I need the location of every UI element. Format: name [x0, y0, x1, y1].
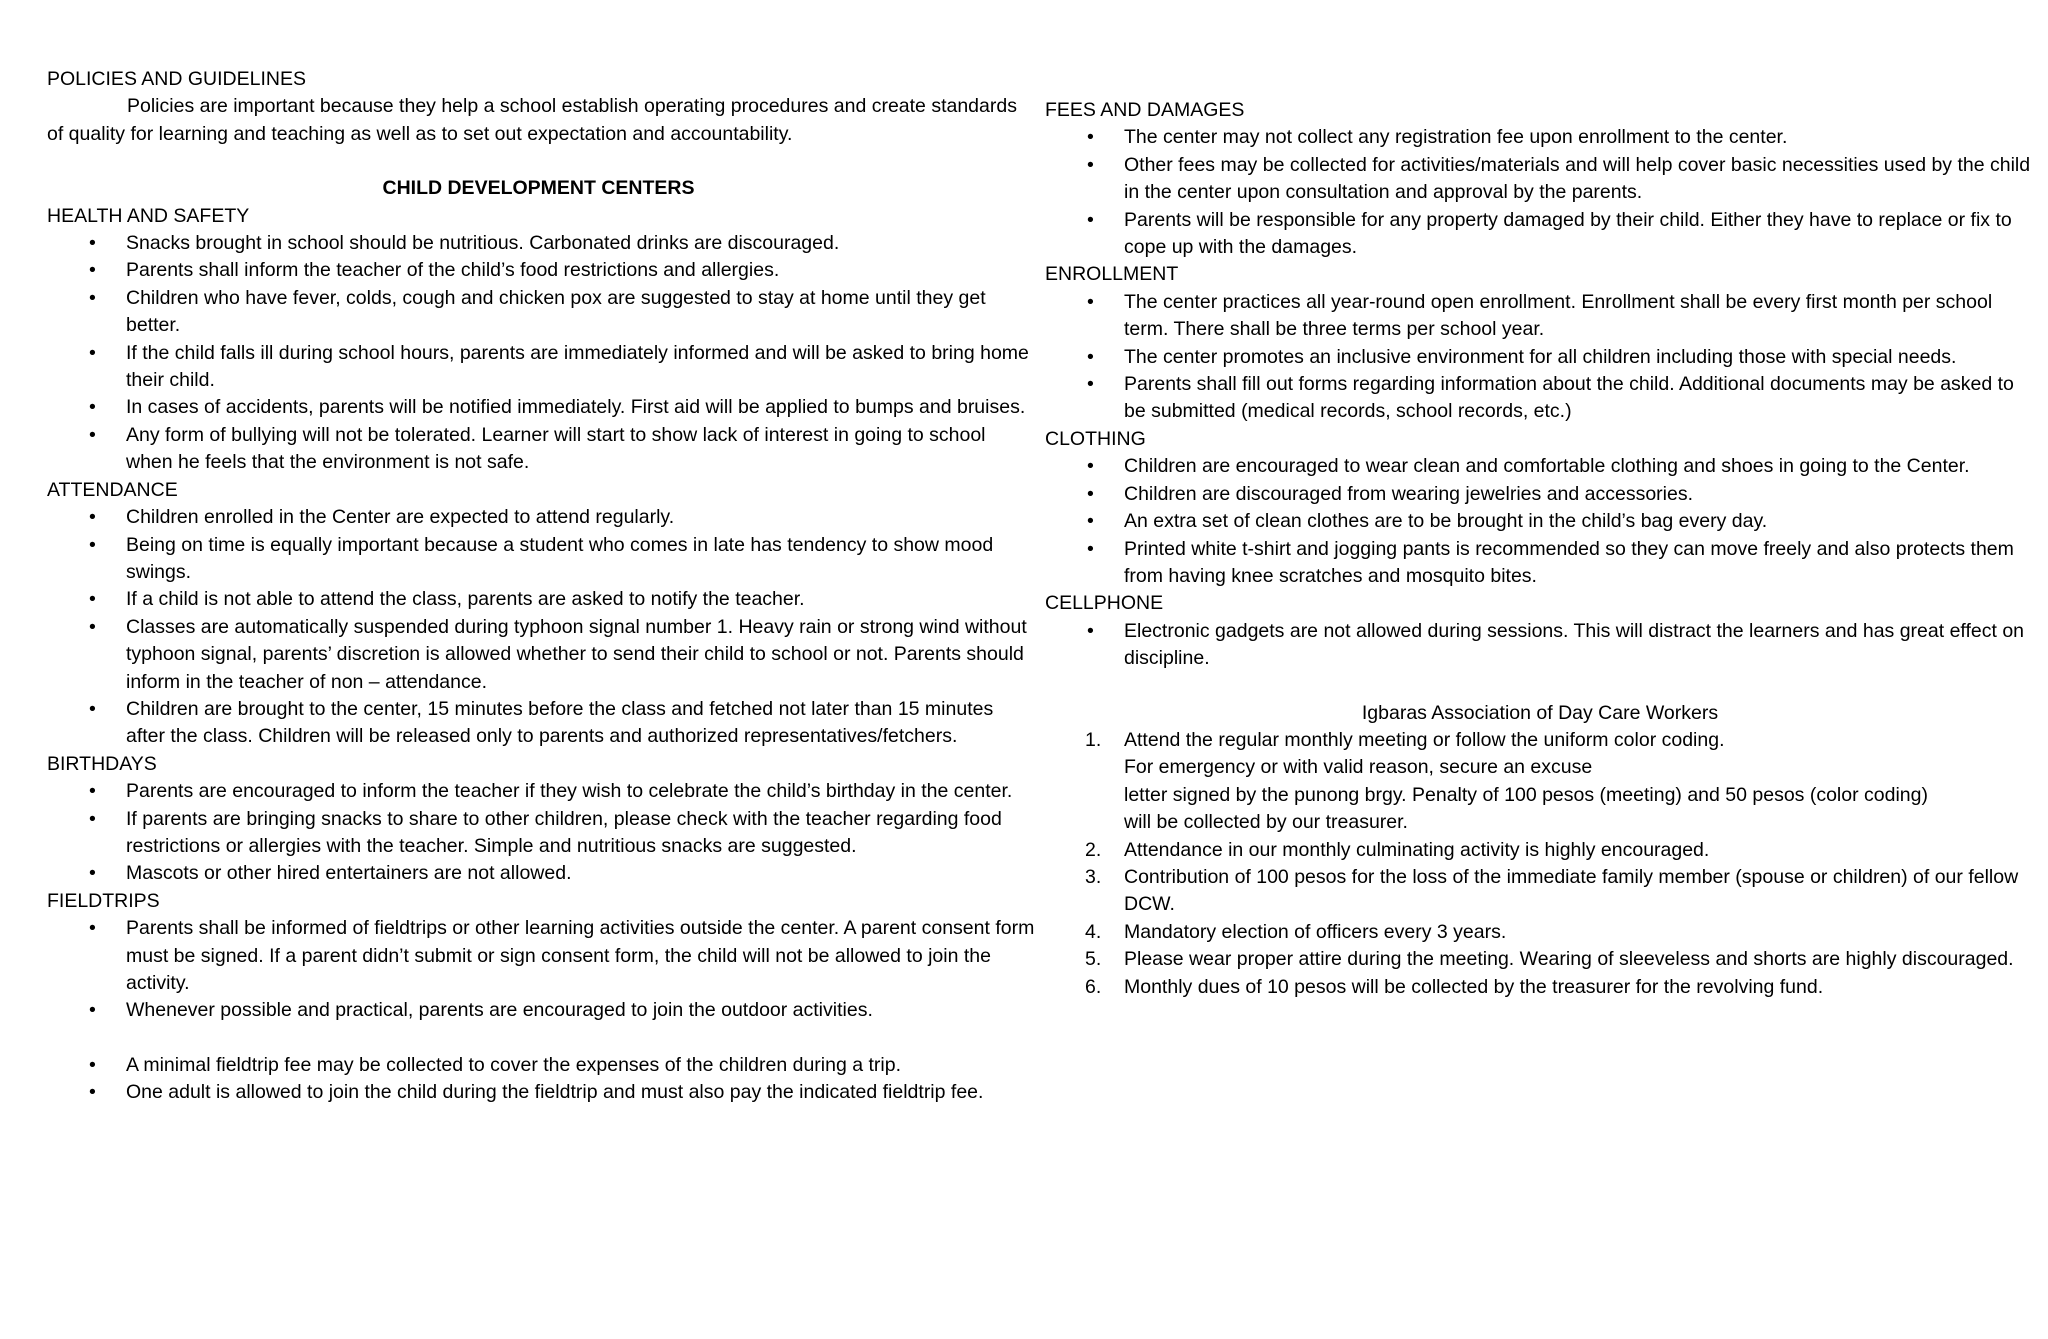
list-item-text: If a child is not able to attend the class, parents are asked to notify the teacher.: [126, 588, 805, 611]
bullet-icon: •: [1087, 373, 1094, 396]
list-item-text: The center promotes an inclusive environment for all children including those with special needs.: [1124, 345, 1957, 368]
list-item-text: will be collected by our treasurer.: [1124, 811, 1408, 834]
list-item-text: Any form of bullying will not be tolerated. Learner will start to show lack of interest in going to school when he feels that the environment is not safe.: [126, 423, 986, 474]
list-item-text: Printed white t-shirt and jogging pants is recommended so they can move freely and also protects them from having knee scratches and mosquito bites.: [1124, 537, 2014, 587]
list-item-text: Parents will be responsible for any property damaged by their child. Either they have to replace or fix to cope up with the damages.: [1124, 208, 2012, 259]
list-item: [47, 285, 1037, 340]
list-item-text: Mascots or other hired entertainers are not allowed.: [126, 862, 572, 885]
attendance-list: [47, 504, 1037, 751]
list-number: 2.: [1085, 838, 1102, 861]
list-item-text: A minimal fieldtrip fee may be collected to cover the expenses of the children during a trip.: [126, 1053, 901, 1076]
clothing-list: [1045, 453, 2035, 590]
list-item-text: Snacks brought in school should be nutritious. Carbonated drinks are discouraged.: [126, 232, 840, 255]
list-item: [1045, 289, 2035, 344]
list-item-text: If parents are bringing snacks to share to other children, please check with the teacher regarding food restrictions or allergies with the teacher. Simple and nutritious snacks are suggested.: [126, 807, 1002, 857]
list-item: [1045, 536, 2035, 591]
list-item-text: One adult is allowed to join the child during the fieldtrip and must also pay the indicated fieldtrip fee.: [126, 1081, 984, 1104]
list-item: [1045, 508, 2035, 535]
spacer: [1045, 673, 2035, 700]
list-item-text: An extra set of clean clothes are to be brought in the child’s bag every day.: [1124, 510, 1768, 533]
list-item: [47, 230, 1037, 257]
enrollment-list: [1045, 289, 2035, 426]
list-item-text: Children enrolled in the Center are expected to attend regularly.: [126, 506, 675, 529]
bullet-icon: •: [1087, 208, 1094, 231]
list-item: [1045, 864, 2035, 919]
list-number: 3.: [1085, 865, 1102, 888]
list-item-text: Being on time is equally important because a student who comes in late has tendency to show mood swings.: [126, 533, 994, 583]
bullet-icon: •: [89, 1081, 96, 1104]
fieldtrips-list-continued: [47, 1052, 1037, 1107]
bullet-icon: •: [89, 807, 96, 830]
bullet-icon: •: [89, 286, 96, 309]
list-item: [47, 504, 1037, 531]
list-item: [47, 806, 1037, 861]
list-item: [47, 257, 1037, 284]
list-item: [47, 586, 1037, 613]
attendance-heading: ATTENDANCE: [47, 478, 178, 501]
list-item-text: Mandatory election of officers every 3 years.: [1124, 920, 1507, 943]
bullet-icon: •: [1087, 537, 1094, 560]
bullet-icon: •: [89, 780, 96, 803]
enrollment-heading: ENROLLMENT: [1045, 263, 1179, 286]
bullet-icon: •: [1087, 126, 1094, 149]
list-item: [47, 422, 1037, 477]
list-item: [1045, 207, 2035, 262]
list-item: [1045, 618, 2035, 673]
bullet-icon: •: [1087, 619, 1094, 642]
list-item-text: Parents shall be informed of fieldtrips or other learning activities outside the center. A parent consent form must be signed. If a parent didn’t submit or sign consent form, the child will not be allowed to join the activity.: [126, 917, 1035, 994]
document-title: POLICIES AND GUIDELINES: [47, 68, 306, 90]
list-item: [47, 394, 1037, 421]
bullet-icon: •: [1087, 290, 1094, 313]
list-item: [1045, 837, 2035, 864]
bullet-icon: •: [89, 396, 96, 419]
list-item: [1045, 344, 2035, 371]
list-item-text: The center practices all year-round open enrollment. Enrollment shall be every first month per school term. There shall be three terms per school year.: [1124, 290, 1993, 341]
bullet-icon: •: [89, 533, 96, 556]
fees-list: [1045, 124, 2035, 261]
list-item-text: Parents shall inform the teacher of the child’s food restrictions and allergies.: [126, 259, 780, 282]
clothing-heading: CLOTHING: [1045, 427, 1146, 450]
bullet-icon: •: [89, 917, 96, 940]
list-item: [47, 997, 1037, 1024]
list-item-text: If the child falls ill during school hours, parents are immediately informed and will be asked to bring home their child.: [126, 341, 1029, 392]
list-item-text: Parents are encouraged to inform the teacher if they wish to celebrate the child’s birthday in the center.: [126, 780, 1013, 803]
list-item-text: The center may not collect any registration fee upon enrollment to the center.: [1124, 126, 1788, 149]
list-item-text: Contribution of 100 pesos for the loss of the immediate family member (spouse or children) of our fellow DCW.: [1124, 865, 2019, 916]
list-item-text: In cases of accidents, parents will be notified immediately. First aid will be applied to bumps and bruises.: [126, 396, 1026, 419]
list-item-text: Children are brought to the center, 15 minutes before the class and fetched not later than 15 minutes after the class. Children will be released only to parents and authorized representatives/fetchers.: [126, 697, 994, 748]
list-item-text: Children are discouraged from wearing jewelries and accessories.: [1124, 482, 1694, 505]
list-item-text: Children who have fever, colds, cough and chicken pox are suggested to stay at home until they get better.: [126, 286, 986, 337]
list-number: 1.: [1085, 728, 1102, 751]
bullet-icon: •: [89, 341, 96, 364]
list-item-text: Other fees may be collected for activities/materials and will help cover basic necessities used by the child in the center upon consultation and approval by the parents.: [1124, 153, 2031, 204]
fees-heading: FEES AND DAMAGES: [1045, 99, 1245, 121]
list-number: 6.: [1085, 975, 1102, 998]
birthdays-heading: BIRTHDAYS: [47, 752, 157, 775]
list-item: [47, 1052, 1037, 1079]
list-item-text: Children are encouraged to wear clean and comfortable clothing and shoes in going to the Center.: [1124, 455, 1970, 478]
bullet-icon: •: [1087, 482, 1094, 505]
list-item-text: Parents shall fill out forms regarding information about the child. Additional documents may be asked to be submitted (medical records, school records, etc.): [1124, 373, 2014, 423]
list-item: [1045, 974, 2035, 1001]
list-item: [1045, 371, 2035, 426]
association-list: [1045, 727, 2035, 1001]
list-item: [47, 340, 1037, 395]
bullet-icon: •: [89, 232, 96, 255]
list-item-text: Attend the regular monthly meeting or follow the uniform color coding.: [1124, 728, 1725, 751]
list-item-text: Attendance in our monthly culminating activity is highly encouraged.: [1124, 838, 1710, 861]
health-heading: HEALTH AND SAFETY: [47, 204, 250, 227]
bullet-icon: •: [89, 1053, 96, 1076]
list-item-text: Classes are automatically suspended during typhoon signal number 1. Heavy rain or strong wind without typhoon signal, parents’ discretion is allowed whether to send their child to school or not. Parents should inform in the teacher of non – attendance.: [126, 615, 1027, 693]
list-item: [47, 696, 1037, 751]
bullet-icon: •: [89, 862, 96, 885]
right-column: [1045, 97, 2035, 1001]
bullet-icon: •: [89, 506, 96, 529]
list-number: 5.: [1085, 948, 1102, 971]
list-item: [47, 860, 1037, 887]
bullet-icon: •: [89, 615, 96, 638]
intro-paragraph: Policies are important because they help a school establish operating procedures and create standards of quality for learning and teaching as well as to set out expectation and accountability.: [47, 95, 1017, 145]
list-item: [1045, 481, 2035, 508]
list-item-text: letter signed by the punong brgy. Penalty of 100 pesos (meeting) and 50 pesos (color coding): [1124, 783, 1928, 806]
bullet-icon: •: [89, 588, 96, 611]
association-title: Igbaras Association of Day Care Workers: [1361, 701, 1719, 724]
list-item-text: For emergency or with valid reason, secure an excuse: [1124, 756, 1593, 779]
list-item: [1045, 727, 2035, 837]
list-item-text: Please wear proper attire during the meeting. Wearing of sleeveless and shorts are highly discouraged.: [1124, 948, 2014, 971]
list-item: [1045, 919, 2035, 946]
bullet-icon: •: [89, 999, 96, 1022]
list-item: [47, 1079, 1037, 1106]
list-item: [47, 778, 1037, 805]
health-list: [47, 230, 1037, 477]
bullet-icon: •: [1087, 510, 1094, 533]
bullet-icon: •: [89, 259, 96, 282]
list-number: 4.: [1085, 920, 1102, 943]
list-item-text: Whenever possible and practical, parents are encouraged to join the outdoor activities.: [126, 999, 873, 1022]
birthdays-list: [47, 778, 1037, 888]
list-item: [47, 532, 1037, 587]
section-title: CHILD DEVELOPMENT CENTERS: [382, 177, 695, 200]
left-column: [47, 66, 1037, 1107]
bullet-icon: •: [89, 697, 96, 720]
list-item: [1045, 124, 2035, 151]
list-item: [1045, 152, 2035, 207]
fieldtrips-heading: FIELDTRIPS: [47, 889, 160, 912]
list-item-text: Electronic gadgets are not allowed during sessions. This will distract the learners and has great effect on discipline.: [1124, 619, 2025, 670]
bullet-icon: •: [1087, 345, 1094, 368]
cellphone-list: [1045, 618, 2035, 673]
spacer: [47, 148, 1037, 175]
list-item: [1045, 453, 2035, 480]
spacer: [47, 1025, 1037, 1052]
list-item: [1045, 946, 2035, 973]
cellphone-heading: CELLPHONE: [1045, 592, 1164, 615]
list-item-text: Monthly dues of 10 pesos will be collected by the treasurer for the revolving fund.: [1124, 975, 1824, 998]
bullet-icon: •: [89, 423, 96, 446]
list-item: [47, 915, 1037, 997]
bullet-icon: •: [1087, 153, 1094, 176]
fieldtrips-list: [47, 915, 1037, 1025]
list-item: [47, 614, 1037, 696]
bullet-icon: •: [1087, 455, 1094, 478]
